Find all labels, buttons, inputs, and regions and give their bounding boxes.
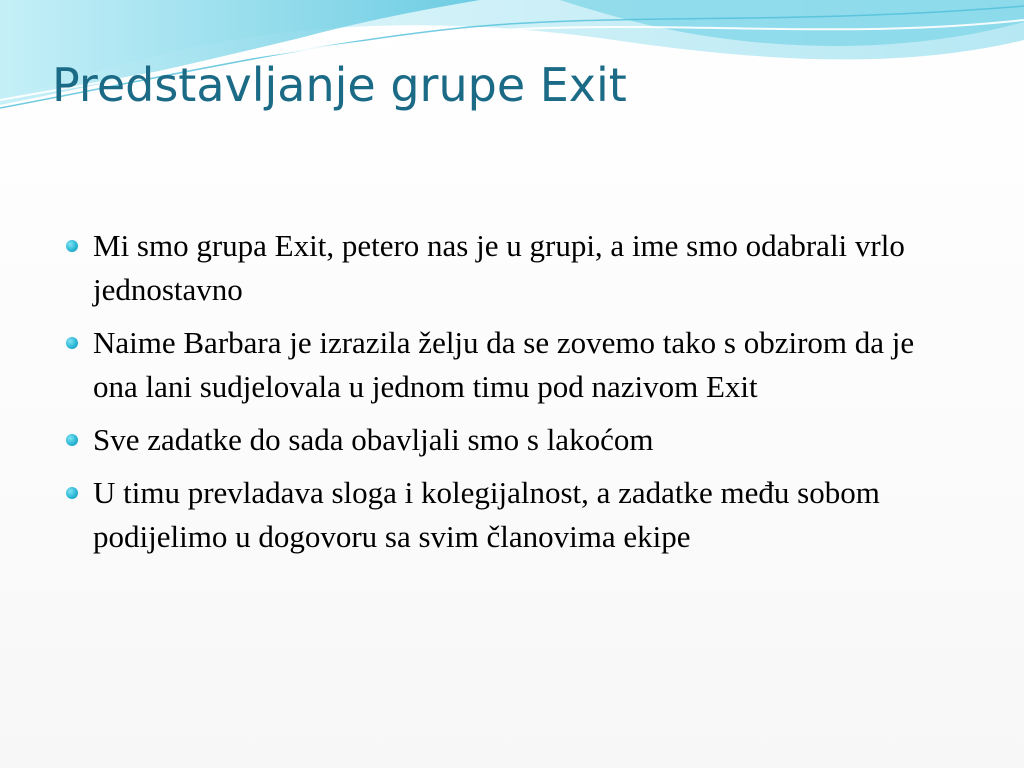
bullet-text: U timu prevladava sloga i kolegijalnost, a zadatke među sobom podijelimo u dogovoru sa svim članovima ekipe	[93, 475, 880, 554]
bullet-text: Sve zadatke do sada obavljali smo s lakoćom	[93, 422, 654, 457]
bullet-text: Naime Barbara je izrazila želju da se zovemo tako s obzirom da je ona lani sudjelovala u jednom timu pod nazivom Exit	[93, 325, 915, 404]
bullet-item	[64, 471, 964, 559]
bullet-list	[64, 224, 964, 568]
slide-title: Predstavljanje grupe Exit	[52, 58, 627, 112]
bullet-dot-icon	[66, 240, 78, 252]
bullet-dot-icon	[66, 434, 78, 446]
bullet-text: Mi smo grupa Exit, petero nas je u grupi, a ime smo odabrali vrlo jednostavno	[93, 228, 905, 307]
bullet-item	[64, 321, 964, 409]
bullet-item	[64, 418, 964, 462]
bullet-dot-icon	[66, 487, 78, 499]
bullet-item	[64, 224, 964, 312]
bullet-dot-icon	[66, 337, 78, 349]
